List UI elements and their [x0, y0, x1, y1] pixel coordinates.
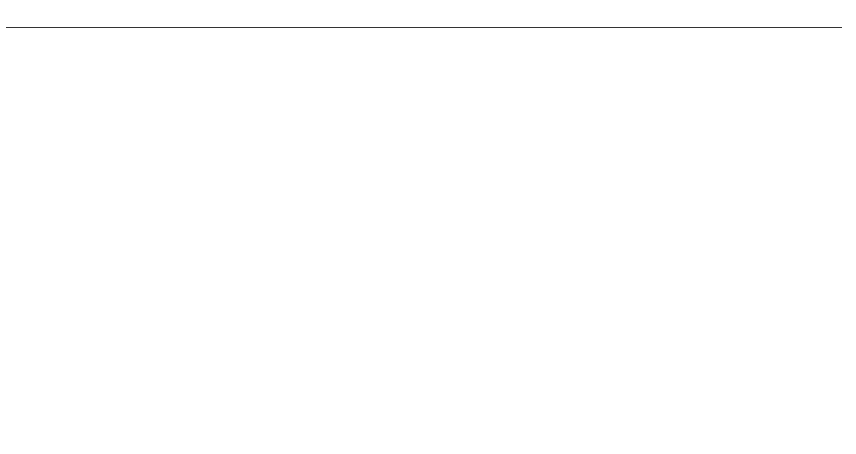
chart-bottom: [0, 247, 430, 452]
chart-partial: [450, 384, 850, 454]
header-rule: [6, 27, 842, 28]
